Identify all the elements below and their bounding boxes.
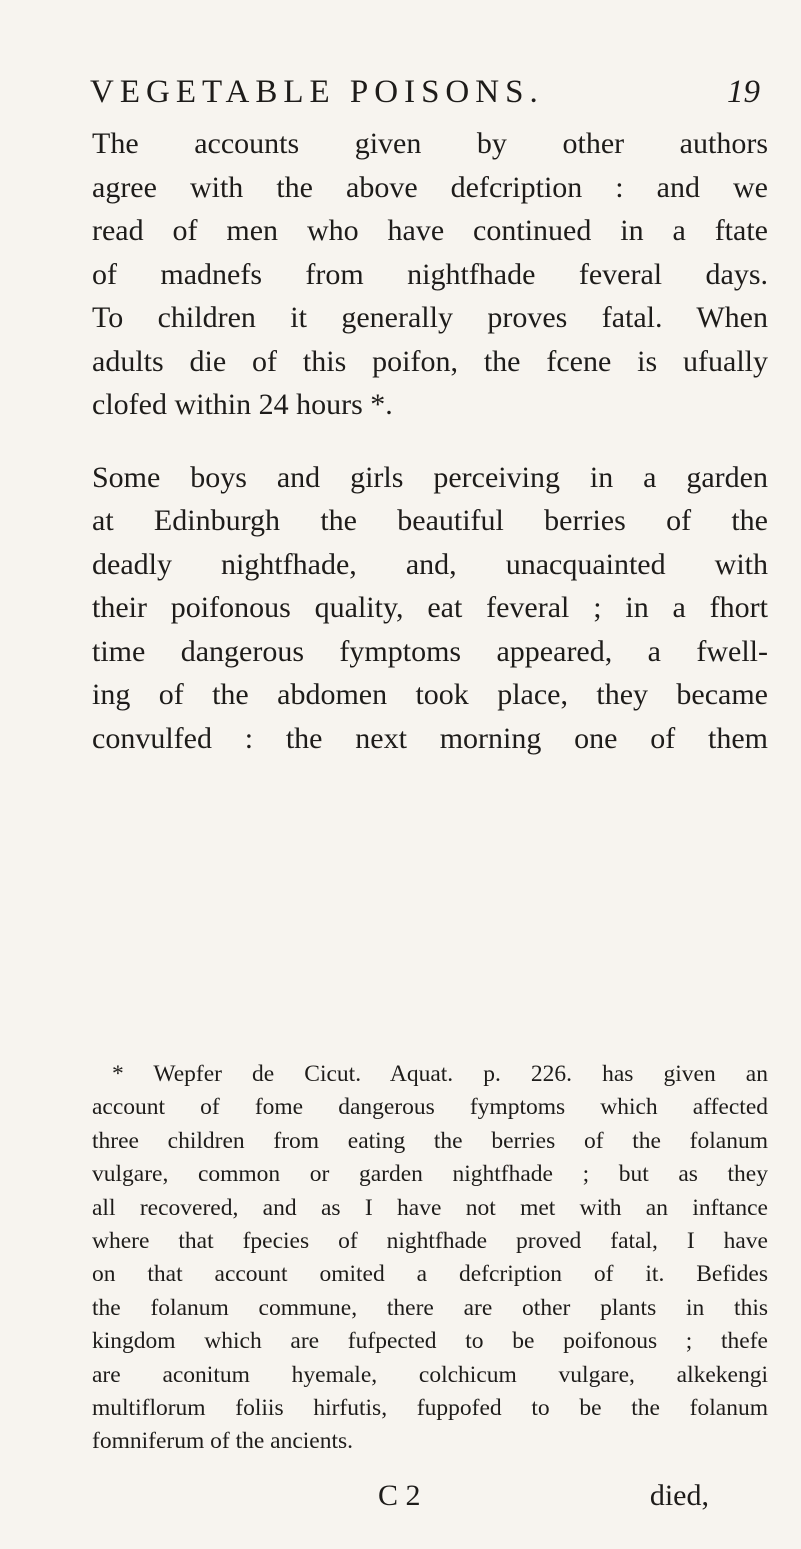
text-line: Some boys and girls perceiving in a garden	[92, 460, 768, 494]
body-text	[92, 122, 768, 760]
page-number: 19	[727, 74, 760, 110]
text-line: time dangerous fymptoms appeared, a fwell-	[92, 634, 768, 668]
text-line: The accounts given by other authors	[92, 127, 768, 160]
text-line: To children it generally proves fatal. When	[92, 301, 768, 334]
signature-mark: C 2	[378, 1479, 421, 1512]
text-line: agree with the above defcription : and we	[92, 170, 768, 204]
footnote-line: three children from eating the berries of the folanum	[92, 1127, 768, 1154]
text-line: adults die of this poifon, the fcene is ufually	[92, 344, 768, 378]
footnote-line: where that fpecies of nightfhade proved fatal, I have	[92, 1227, 768, 1254]
footnote-line: the folanum commune, there are other plants in this	[92, 1294, 768, 1321]
text-line: read of men who have continued in a ftate	[92, 214, 768, 247]
footnote-line: vulgare, common or garden nightfhade ; but as they	[92, 1161, 768, 1188]
footnote-line: all recovered, and as I have not met with an inftance	[92, 1194, 768, 1221]
text-line: ing of the abdomen took place, they became	[92, 678, 768, 711]
running-title: VEGETABLE POISONS.	[90, 74, 544, 110]
footnote-line: are aconitum hyemale, colchicum vulgare, alkekengi	[92, 1361, 768, 1388]
footnote-line: * Wepfer de Cicut. Aquat. p. 226. has given an	[112, 1061, 768, 1087]
text-line: their poifonous quality, eat feveral ; in a fhort	[92, 591, 768, 624]
paragraph-2	[92, 456, 768, 761]
text-line: clofed within 24 hours *.	[92, 388, 393, 421]
footnote-line: on that account omited a defcription of it. Befides	[92, 1261, 768, 1288]
catchword: died,	[649, 1479, 709, 1512]
footnote	[92, 1058, 768, 1459]
footnote-line: fomniferum of the ancients.	[92, 1428, 354, 1455]
footnote-line: account of fome dangerous fymptoms which affected	[92, 1094, 768, 1121]
text-line: at Edinburgh the beautiful berries of the	[92, 504, 768, 537]
text-line: convulfed : the next morning one of them	[92, 721, 768, 755]
running-head	[90, 70, 760, 114]
paragraph-1	[92, 122, 768, 427]
text-line: of madnefs from nightfhade feveral days.	[92, 257, 768, 291]
footnote-line: kingdom which are fufpected to be poifonous ; thefe	[92, 1328, 768, 1355]
text-line: deadly nightfhade, and, unacquainted with	[92, 547, 768, 581]
footnote-line: multiflorum foliis hirfutis, fuppofed to be the folanum	[92, 1394, 768, 1421]
